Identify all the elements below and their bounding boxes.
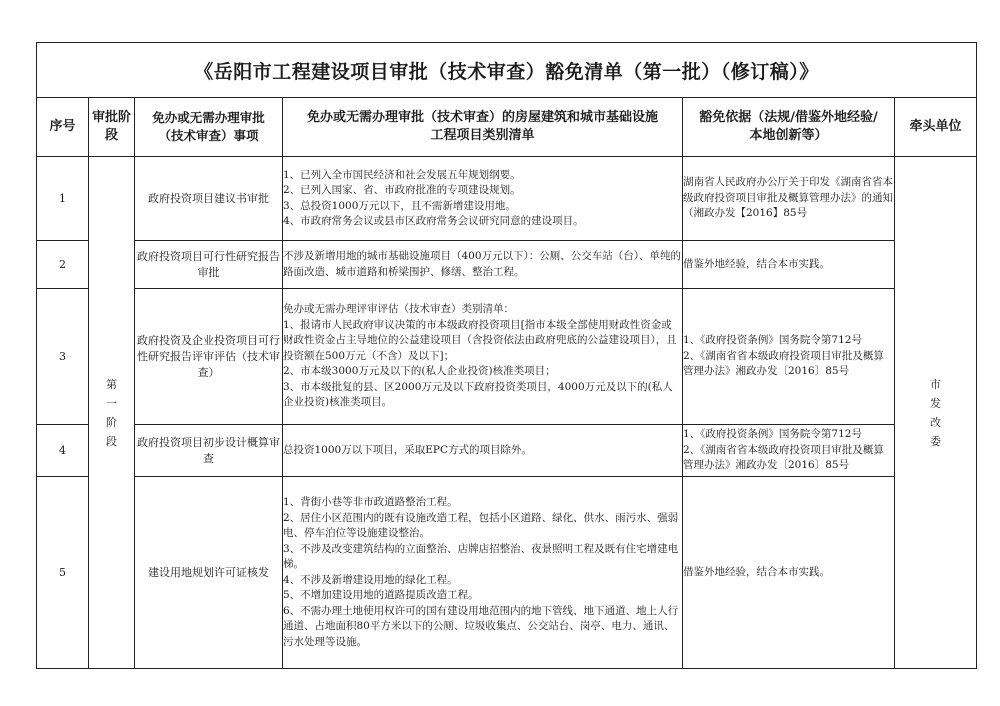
- table-row: [37, 241, 977, 289]
- category-line: 3、市本级批复的县、区2000万元及以下政府投资类项目，4000万元及以下的(私人企业投资)核准类项目。: [283, 380, 673, 409]
- category-line: 4、不涉及新增建设用地的绿化工程。: [283, 573, 458, 586]
- lead-unit-char: 改: [930, 415, 941, 429]
- basis-line: 1、《政府投资条例》国务院令第712号: [683, 334, 862, 347]
- header-category: [283, 98, 683, 157]
- row-seq: 5: [37, 477, 89, 669]
- lead-unit-char: 发: [930, 396, 941, 410]
- basis-line: 2、《湖南省省本级政府投资项目审批及概算管理办法》湘政办发〔2016〕85号: [683, 349, 884, 378]
- row-item: 政府投资项目建议书审批: [135, 157, 283, 241]
- lead-unit-char: 委: [930, 434, 941, 448]
- table-row: [37, 425, 977, 477]
- row-seq: 1: [37, 157, 89, 241]
- row-item: 政府投资项目初步设计概算审查: [135, 425, 283, 477]
- row-basis: [683, 425, 895, 477]
- category-line: 1、已列入全市国民经济和社会发展五年规划纲要。: [283, 168, 521, 181]
- header-basis-line2: 本地创新等）: [749, 128, 828, 143]
- lead-unit-cell: [895, 157, 977, 669]
- category-line: 4、市政府常务会议或县市区政府常务会议研究同意的建设项目。: [283, 215, 584, 227]
- category-line: 2、居住小区范围内的既有设施改造工程，包括小区道路、绿化、供水、雨污水、强弱电、停车泊位等设施建设整治。: [283, 511, 679, 539]
- stage-char: 阶: [106, 415, 117, 429]
- table-row: [37, 477, 977, 669]
- row-category: [283, 477, 683, 669]
- stage-char: 第: [106, 377, 117, 391]
- category-line: 3、不涉及改变建筑结构的立面整治、店牌店招整治、夜景照明工程及既有住宅增建电梯。: [283, 542, 679, 570]
- title-row: [37, 43, 977, 98]
- row-category: [283, 289, 683, 425]
- row-category: [283, 241, 683, 289]
- row-basis: [683, 477, 895, 669]
- category-line: 免办或无需办理评审评估（技术审查）类别清单：: [283, 303, 514, 316]
- category-line: 6、不需办理土地使用权许可的国有建设用地范围内的地下管线、地下通道、地上人行通道、占地面积80平方米以下的公厕、垃圾收集点、公交站台、岗亭、电力、通讯、污水处理等设施。: [283, 604, 679, 648]
- row-basis: [683, 241, 895, 289]
- header-item-line2: （技术审查）事项: [158, 128, 259, 143]
- lead-unit-char: 市: [930, 377, 941, 391]
- exemption-list-table: [36, 42, 977, 669]
- document-title: 《岳阳市工程建设项目审批（技术审查）豁免清单（第一批）（修订稿）》: [37, 43, 977, 98]
- header-item-line1: 免办或无需办理审批: [152, 110, 265, 125]
- category-line: 1、背街小巷等非市政道路整治工程。: [283, 496, 458, 508]
- category-line: 不涉及新增用地的城市基础设施项目（400万元以下）：公厕、公交车站（台）、单纯的路面改造、城市道路和桥梁围护、修缮、整治工程。: [283, 250, 682, 278]
- category-line: 2、市本级3000万元及以下的(私人企业投资)核准类项目；: [283, 365, 556, 378]
- row-category: [283, 157, 683, 241]
- header-stage-line2: 段: [104, 128, 118, 143]
- header-lead: 牵头单位: [895, 98, 977, 157]
- header-row: [37, 98, 977, 157]
- basis-line: 借鉴外地经验，结合本市实践。: [683, 565, 830, 578]
- category-line: 1、报请市人民政府审议决策的市本级政府投资项目[指市本级全部使用财政性资金或财政性资金占主导地位的公益建设项目（含投资依法由政府兜底的公益建设项目），且投资额在500万元（不含）及以下]；: [283, 318, 677, 362]
- row-item: 政府投资项目可行性研究报告审批: [135, 241, 283, 289]
- row-category: [283, 425, 683, 477]
- stage-char: 段: [106, 434, 117, 448]
- basis-line: 借鉴外地经验，结合本市实践。: [683, 257, 830, 270]
- header-seq: 序号: [37, 98, 89, 157]
- header-basis-line1: 豁免依据（法规/借鉴外地经验/: [699, 110, 878, 125]
- row-item: 建设用地规划许可证核发: [135, 477, 283, 669]
- header-item: [135, 98, 283, 157]
- row-basis: [683, 289, 895, 425]
- basis-line: 湖南省人民政府办公厅关于印发《湖南省省本级政府投资项目审批及概算管理办法》的通知（湘政办发【2016】85号: [683, 176, 893, 220]
- basis-line: 2、《湖南省省本级政府投资项目审批及概算管理办法》湘政办发〔2016〕85号: [683, 443, 884, 472]
- row-basis: [683, 157, 895, 241]
- stage-char: 一: [106, 396, 117, 410]
- basis-line: 1、《政府投资条例》国务院令第712号: [683, 428, 862, 441]
- stage-cell: [89, 157, 135, 669]
- header-basis: [683, 98, 895, 157]
- row-seq: 3: [37, 289, 89, 425]
- category-line: 2、已列入国家、省、市政府批准的专项建设规划。: [283, 184, 521, 196]
- row-item: 政府投资及企业投资项目可行性研究报告评审评估（技术审查）: [135, 289, 283, 425]
- header-stage: [89, 98, 135, 157]
- row-seq: 4: [37, 425, 89, 477]
- table-row: [37, 157, 977, 241]
- table-row: [37, 289, 977, 425]
- category-line: 总投资1000万以下项目，采取EPC方式的项目除外。: [283, 443, 532, 456]
- row-seq: 2: [37, 241, 89, 289]
- category-line: 5、不增加建设用地的道路提质改造工程。: [283, 589, 479, 601]
- header-stage-line1: 审批阶: [91, 110, 131, 125]
- header-category-line1: 免办或无需办理审批（技术审查）的房屋建筑和城市基础设施: [306, 110, 658, 125]
- category-line: 3、总投资1000万元以下，且不需新增建设用地。: [283, 199, 516, 212]
- header-category-line2: 工程项目类别清单: [430, 128, 535, 143]
